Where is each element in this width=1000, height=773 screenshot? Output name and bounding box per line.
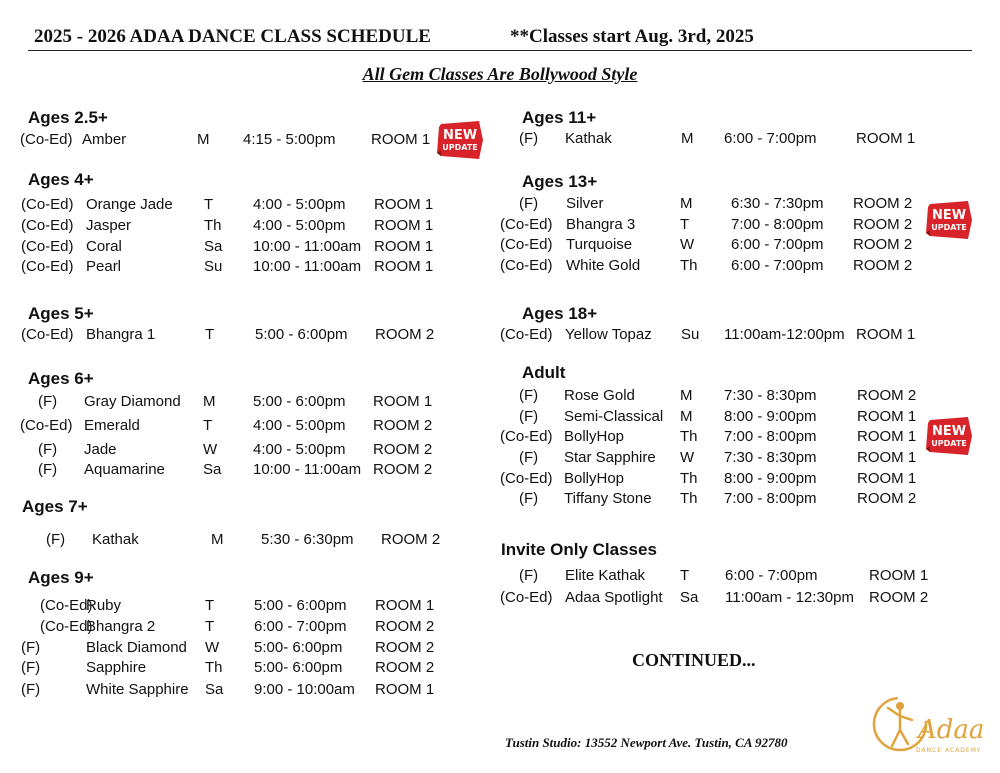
class-row xyxy=(0,618,1000,638)
class-name: BollyHop xyxy=(564,470,625,487)
class-time: 7:00 - 8:00pm xyxy=(724,490,817,507)
class-row xyxy=(0,449,1000,469)
class-gender: (F) xyxy=(519,449,539,466)
class-gender: (Co-Ed) xyxy=(21,258,74,275)
class-name: Adaa Spotlight xyxy=(565,589,663,606)
class-time: 6:00 - 7:00pm xyxy=(725,567,818,584)
class-day: T xyxy=(680,216,690,233)
class-day: Th xyxy=(680,490,698,507)
section-title: Invite Only Classes xyxy=(501,540,657,559)
continued-label: CONTINUED... xyxy=(632,650,756,670)
new-update-banner-icon xyxy=(926,201,972,239)
class-row xyxy=(0,567,1000,587)
class-room: ROOM 1 xyxy=(375,681,435,698)
class-gender: (F) xyxy=(519,387,539,404)
studio-address: Tustin Studio: 13552 Newport Ave. Tustin, CA 92780 xyxy=(505,735,788,750)
class-gender: (F) xyxy=(21,659,41,676)
class-time: 4:00 - 5:00pm xyxy=(253,417,346,434)
class-row xyxy=(0,681,1000,701)
badge-update-text: UPDATE xyxy=(931,439,967,448)
class-name: Tiffany Stone xyxy=(564,490,652,507)
new-update-banner-icon xyxy=(437,121,483,159)
start-date-note: **Classes start Aug. 3rd, 2025 xyxy=(510,26,754,47)
class-time: 7:30 - 8:30pm xyxy=(724,387,817,404)
class-name: Jade xyxy=(84,441,117,458)
logo-dancer-figure xyxy=(888,708,912,746)
class-time: 5:00 - 6:00pm xyxy=(255,326,348,343)
class-row xyxy=(0,387,1000,407)
class-gender: (Co-Ed) xyxy=(500,216,553,233)
class-gender: (F) xyxy=(38,393,58,410)
class-time: 6:00 - 7:00pm xyxy=(731,257,824,274)
class-row xyxy=(0,659,1000,679)
class-time: 10:00 - 11:00am xyxy=(253,461,362,478)
class-day: T xyxy=(205,326,215,343)
class-room: ROOM 1 xyxy=(856,326,916,343)
class-name: Pearl xyxy=(86,258,122,275)
class-time: 8:00 - 9:00pm xyxy=(724,408,817,425)
class-row xyxy=(0,195,1000,215)
class-room: ROOM 2 xyxy=(869,589,929,606)
class-row xyxy=(0,589,1000,609)
class-day: M xyxy=(197,131,210,148)
class-name: Coral xyxy=(86,238,122,255)
class-room: ROOM 2 xyxy=(853,195,913,212)
class-room: ROOM 2 xyxy=(373,441,433,458)
class-day: W xyxy=(680,449,695,466)
class-room: ROOM 1 xyxy=(856,130,916,147)
section-title: Ages 7+ xyxy=(22,497,88,516)
class-time: 6:00 - 7:00pm xyxy=(731,236,824,253)
class-name: Kathak xyxy=(565,130,612,147)
section-title: Adult xyxy=(522,363,566,382)
class-room: ROOM 1 xyxy=(857,408,917,425)
class-time: 4:00 - 5:00pm xyxy=(253,441,346,458)
class-day: Th xyxy=(680,470,698,487)
class-room: ROOM 2 xyxy=(375,659,435,676)
subtitle: All Gem Classes Are Bollywood Style xyxy=(362,64,638,84)
class-name: Jasper xyxy=(86,217,132,234)
class-room: ROOM 1 xyxy=(373,393,433,410)
header-divider xyxy=(28,50,972,51)
badge-new-text: NEW xyxy=(931,208,967,223)
class-row xyxy=(0,639,1000,659)
new-update-badge xyxy=(926,417,972,455)
class-room: ROOM 1 xyxy=(375,597,435,614)
class-row xyxy=(0,236,1000,256)
class-time: 6:00 - 7:00pm xyxy=(724,130,817,147)
class-name: Turquoise xyxy=(566,236,633,253)
class-day: Sa xyxy=(205,681,224,698)
section-title: Ages 11+ xyxy=(522,108,597,127)
class-gender: (Co-Ed) xyxy=(500,257,553,274)
class-day: W xyxy=(203,441,218,458)
class-gender: (Co-Ed) xyxy=(40,618,93,635)
class-room: ROOM 1 xyxy=(857,428,917,445)
class-row xyxy=(0,531,1000,551)
new-update-banner-icon xyxy=(926,417,972,455)
class-name: Silver xyxy=(566,195,604,212)
class-day: Th xyxy=(205,659,223,676)
class-time: 8:00 - 9:00pm xyxy=(724,470,817,487)
class-row xyxy=(0,130,1000,150)
class-name: Bhangra 1 xyxy=(86,326,156,343)
class-row xyxy=(0,216,1000,236)
class-time: 6:30 - 7:30pm xyxy=(731,195,824,212)
section-title: Ages 13+ xyxy=(522,172,598,191)
class-time: 5:00- 6:00pm xyxy=(254,659,343,676)
class-gender: (Co-Ed) xyxy=(500,236,553,253)
badge-update-text: UPDATE xyxy=(931,223,967,232)
class-room: ROOM 2 xyxy=(853,236,913,253)
class-row xyxy=(0,257,1000,277)
class-room: ROOM 2 xyxy=(853,257,913,274)
class-room: ROOM 1 xyxy=(374,196,434,213)
class-room: ROOM 2 xyxy=(853,216,913,233)
class-day: T xyxy=(680,567,690,584)
badge-new-text: NEW xyxy=(931,424,967,439)
class-day: Th xyxy=(680,428,698,445)
new-update-badge xyxy=(437,121,483,159)
new-update-badge xyxy=(926,201,972,239)
class-room: ROOM 2 xyxy=(373,461,433,478)
class-room: ROOM 1 xyxy=(869,567,929,584)
class-day: M xyxy=(203,393,216,410)
class-gender: (Co-Ed) xyxy=(21,217,74,234)
class-name: Bhangra 2 xyxy=(86,618,156,635)
class-row xyxy=(0,408,1000,428)
class-day: M xyxy=(681,130,694,147)
section-title: Ages 18+ xyxy=(522,304,598,323)
logo-wordmark: Adaa xyxy=(918,715,985,745)
class-gender: (Co-Ed) xyxy=(20,417,73,434)
class-day: Su xyxy=(681,326,700,343)
section-title: Ages 5+ xyxy=(28,304,94,323)
class-day: M xyxy=(680,195,693,212)
class-gender: (F) xyxy=(21,681,41,698)
class-name: Amber xyxy=(82,131,127,148)
class-time: 4:00 - 5:00pm xyxy=(253,217,346,234)
class-room: ROOM 2 xyxy=(375,618,435,635)
class-gender: (Co-Ed) xyxy=(500,326,553,343)
class-gender: (Co-Ed) xyxy=(21,326,74,343)
class-time: 5:00 - 6:00pm xyxy=(254,597,347,614)
class-time: 4:15 - 5:00pm xyxy=(243,131,336,148)
class-name: Elite Kathak xyxy=(565,567,646,584)
class-day: W xyxy=(680,236,695,253)
class-name: Rose Gold xyxy=(564,387,635,404)
class-day: Sa xyxy=(204,238,223,255)
class-gender: (Co-Ed) xyxy=(21,238,74,255)
class-row xyxy=(0,470,1000,490)
class-row xyxy=(0,428,1000,448)
schedule-title: 2025 - 2026 ADAA DANCE CLASS SCHEDULE xyxy=(34,26,431,47)
class-gender: (Co-Ed) xyxy=(40,597,93,614)
class-time: 10:00 - 11:00am xyxy=(253,258,362,275)
class-time: 10:00 - 11:00am xyxy=(253,238,362,255)
class-name: Bhangra 3 xyxy=(566,216,636,233)
class-name: Yellow Topaz xyxy=(565,326,652,343)
section-title: Ages 6+ xyxy=(28,369,94,388)
class-time: 5:00 - 6:00pm xyxy=(253,393,346,410)
class-row xyxy=(0,326,1000,346)
class-day: Su xyxy=(204,258,223,275)
class-day: M xyxy=(680,387,693,404)
class-room: ROOM 2 xyxy=(373,417,433,434)
class-room: ROOM 1 xyxy=(371,131,431,148)
section-title: Ages 9+ xyxy=(28,568,94,587)
logo-tagline: DANCE ACADEMY xyxy=(916,747,982,754)
class-name: Star Sapphire xyxy=(564,449,656,466)
class-name: Black Diamond xyxy=(86,639,187,656)
class-time: 11:00am-12:00pm xyxy=(724,326,845,343)
class-room: ROOM 1 xyxy=(374,238,434,255)
class-time: 5:00- 6:00pm xyxy=(254,639,343,656)
class-name: Sapphire xyxy=(86,659,147,676)
class-name: Gray Diamond xyxy=(84,393,181,410)
class-gender: (F) xyxy=(38,441,58,458)
class-name: Orange Jade xyxy=(86,196,173,213)
class-time: 7:00 - 8:00pm xyxy=(724,428,817,445)
class-room: ROOM 1 xyxy=(857,470,917,487)
class-name: BollyHop xyxy=(564,428,625,445)
class-name: Semi-Classical xyxy=(564,408,664,425)
section-title: Ages 2.5+ xyxy=(28,108,108,127)
class-day: T xyxy=(203,417,213,434)
class-time: 7:00 - 8:00pm xyxy=(731,216,824,233)
class-day: T xyxy=(205,597,215,614)
class-day: T xyxy=(205,618,215,635)
class-row xyxy=(0,490,1000,510)
class-gender: (F) xyxy=(519,195,539,212)
class-name: Kathak xyxy=(92,531,139,548)
badge-new-text: NEW xyxy=(442,128,478,143)
class-gender: (Co-Ed) xyxy=(500,589,553,606)
class-gender: (F) xyxy=(519,130,539,147)
class-gender: (F) xyxy=(21,639,41,656)
class-name: Aquamarine xyxy=(84,461,165,478)
class-day: W xyxy=(205,639,220,656)
class-day: T xyxy=(204,196,214,213)
class-room: ROOM 2 xyxy=(375,639,435,656)
class-room: ROOM 2 xyxy=(857,490,917,507)
class-room: ROOM 1 xyxy=(374,258,434,275)
class-time: 7:30 - 8:30pm xyxy=(724,449,817,466)
class-name: Emerald xyxy=(84,417,140,434)
class-gender: (F) xyxy=(519,408,539,425)
class-gender: (Co-Ed) xyxy=(20,131,73,148)
class-day: Sa xyxy=(203,461,222,478)
class-time: 4:00 - 5:00pm xyxy=(253,196,346,213)
class-day: M xyxy=(680,408,693,425)
class-room: ROOM 2 xyxy=(375,326,435,343)
class-room: ROOM 2 xyxy=(857,387,917,404)
class-gender: (Co-Ed) xyxy=(500,470,553,487)
class-name: White Gold xyxy=(566,257,641,274)
class-room: ROOM 1 xyxy=(374,217,434,234)
class-gender: (Co-Ed) xyxy=(500,428,553,445)
class-day: M xyxy=(211,531,224,548)
adaa-logo xyxy=(870,690,985,760)
class-gender: (F) xyxy=(38,461,58,478)
class-time: 5:30 - 6:30pm xyxy=(261,531,354,548)
class-time: 9:00 - 10:00am xyxy=(254,681,355,698)
class-day: Th xyxy=(680,257,698,274)
badge-update-text: UPDATE xyxy=(442,143,478,152)
class-time: 6:00 - 7:00pm xyxy=(254,618,347,635)
class-gender: (F) xyxy=(519,567,539,584)
class-day: Th xyxy=(204,217,222,234)
class-name: White Sapphire xyxy=(86,681,189,698)
class-room: ROOM 2 xyxy=(381,531,441,548)
class-gender: (F) xyxy=(519,490,539,507)
section-title: Ages 4+ xyxy=(28,170,94,189)
class-gender: (F) xyxy=(46,531,66,548)
class-time: 11:00am - 12:30pm xyxy=(725,589,854,606)
class-room: ROOM 1 xyxy=(857,449,917,466)
class-name: Ruby xyxy=(86,597,122,614)
class-gender: (Co-Ed) xyxy=(21,196,74,213)
class-day: Sa xyxy=(680,589,699,606)
